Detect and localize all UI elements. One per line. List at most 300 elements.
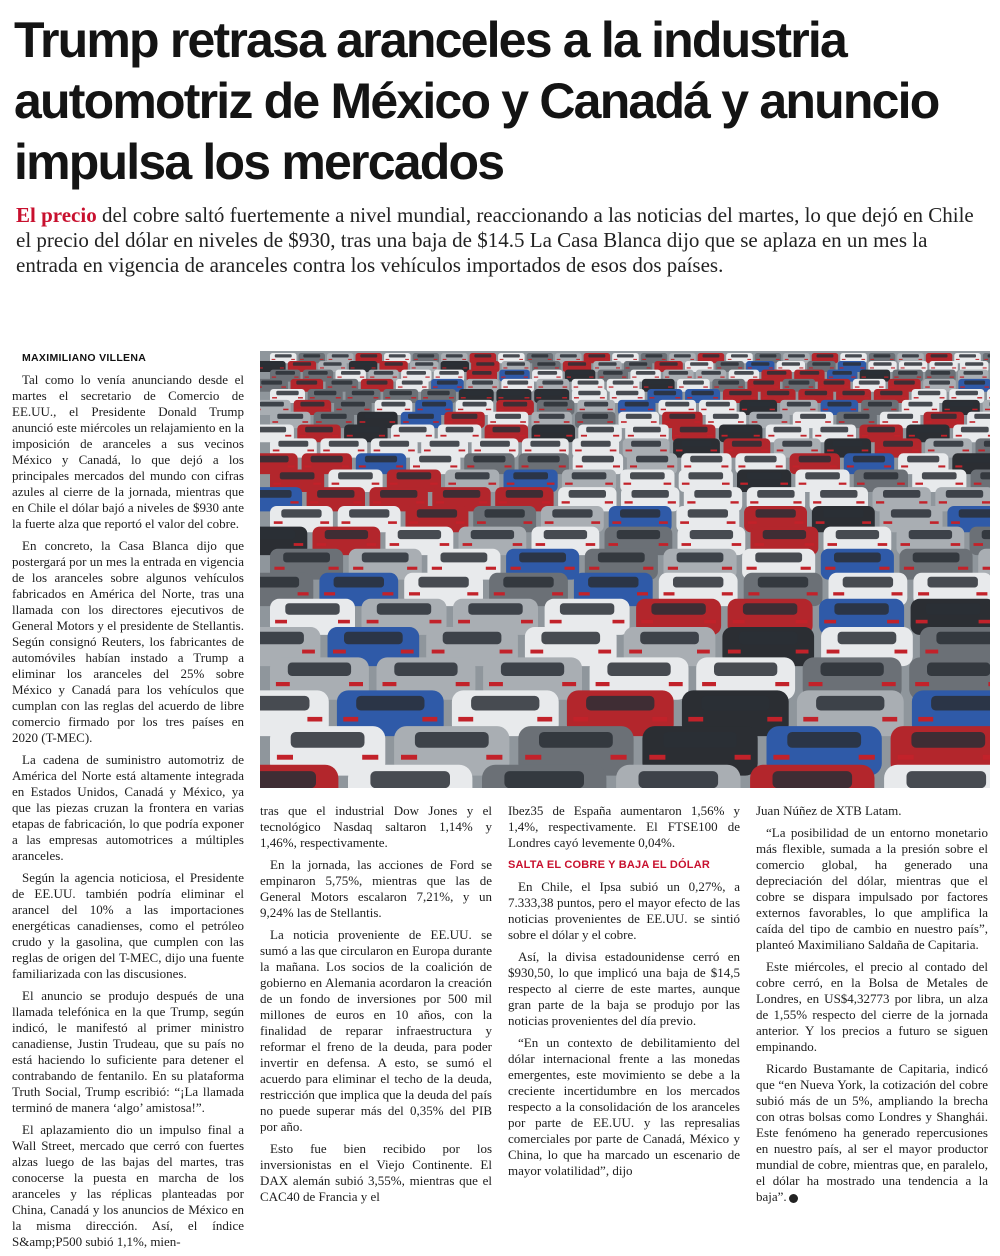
car-taillight bbox=[360, 377, 364, 378]
car-window bbox=[773, 771, 853, 788]
car-window bbox=[362, 553, 409, 563]
car-taillight bbox=[789, 397, 794, 398]
car-taillight bbox=[728, 359, 732, 360]
car-window bbox=[474, 354, 491, 357]
car-taillight bbox=[565, 367, 569, 368]
paragraph: Tal como lo venía anunciando desde el martes el secretario de Comercio de EE.UU., el Presidente Donald Trump anunció este miércoles un relajamiento en la imposición de aranceles a sus vecinos México y Canadá, lo que dejó a los principales mercados del mundo con cifras azules al cierre de la jornada, mientras que en Chile el dólar bajó a niveles de $930 ante la fuerte alza que reportó el valor del cobre. bbox=[12, 372, 244, 531]
car-window bbox=[354, 362, 372, 366]
car-taillight bbox=[951, 543, 961, 546]
car-taillight bbox=[377, 359, 381, 360]
car-taillight bbox=[402, 367, 406, 368]
car-taillight bbox=[983, 567, 990, 570]
car-taillight bbox=[722, 567, 732, 570]
car-taillight bbox=[598, 650, 611, 654]
lede-kicker: El precio bbox=[16, 203, 97, 227]
car-taillight bbox=[377, 409, 382, 411]
car-window bbox=[504, 771, 584, 788]
car-window bbox=[365, 456, 397, 463]
car-taillight bbox=[422, 717, 437, 722]
car-taillight bbox=[596, 682, 610, 686]
car-window bbox=[598, 553, 645, 563]
car-window bbox=[774, 427, 802, 433]
car-taillight bbox=[887, 620, 899, 624]
car-taillight bbox=[796, 377, 800, 378]
car-window bbox=[620, 509, 660, 517]
car-window bbox=[833, 441, 863, 447]
car-taillight bbox=[411, 397, 416, 398]
car-taillight bbox=[407, 567, 417, 570]
car-taillight bbox=[660, 435, 666, 437]
car-taillight bbox=[919, 501, 927, 503]
car-taillight bbox=[750, 501, 758, 503]
paragraph: Juan Núñez de XTB Latam. bbox=[756, 803, 902, 818]
car-taillight bbox=[559, 450, 566, 452]
car-taillight bbox=[294, 377, 298, 378]
car-taillight bbox=[329, 567, 339, 570]
car-taillight bbox=[985, 409, 990, 411]
car-taillight bbox=[260, 386, 262, 387]
car-window bbox=[332, 381, 353, 385]
car-window bbox=[544, 530, 587, 539]
car-taillight bbox=[412, 367, 416, 368]
car-window bbox=[452, 414, 478, 419]
car-taillight bbox=[556, 377, 560, 378]
car-taillight bbox=[823, 409, 828, 411]
car-taillight bbox=[342, 521, 351, 524]
paragraph: Según la agencia noticiosa, el Presidente de EE.UU. también podría eliminar el arancel del 10% a las importaciones energéticas canadienses, como el petróleo crudo y la gasolina, que cumplen con las reglas de origen del T-MEC, dijo una fuente familiarizada con las discusiones. bbox=[12, 870, 244, 981]
car-taillight bbox=[680, 521, 689, 524]
car-taillight bbox=[989, 397, 990, 398]
car-taillight bbox=[430, 620, 442, 624]
car-taillight bbox=[486, 567, 496, 570]
car-taillight bbox=[878, 450, 885, 452]
car-taillight bbox=[605, 359, 609, 360]
car-taillight bbox=[882, 682, 896, 686]
car-taillight bbox=[659, 521, 668, 524]
car-taillight bbox=[713, 397, 718, 398]
car-window bbox=[539, 427, 567, 433]
car-taillight bbox=[359, 465, 366, 467]
car-taillight bbox=[450, 465, 457, 467]
car-taillight bbox=[824, 620, 836, 624]
car-window bbox=[867, 427, 895, 433]
paragraph bbox=[756, 1061, 988, 1205]
car-taillight bbox=[524, 377, 528, 378]
car-window bbox=[743, 603, 797, 615]
car-taillight bbox=[458, 409, 463, 411]
car-taillight bbox=[690, 359, 694, 360]
car-taillight bbox=[898, 755, 914, 760]
car-taillight bbox=[974, 543, 984, 546]
car-taillight bbox=[434, 359, 438, 360]
car-taillight bbox=[714, 386, 719, 387]
car-window bbox=[757, 414, 783, 419]
car-taillight bbox=[333, 650, 346, 654]
car-window bbox=[665, 402, 689, 407]
car-window bbox=[812, 362, 830, 366]
car-taillight bbox=[290, 367, 294, 368]
car-taillight bbox=[901, 543, 911, 546]
car-taillight bbox=[499, 397, 504, 398]
car-taillight bbox=[721, 465, 728, 467]
car-taillight bbox=[624, 483, 632, 485]
car-taillight bbox=[870, 367, 874, 368]
car-taillight bbox=[799, 367, 803, 368]
car-taillight bbox=[447, 421, 453, 423]
car-taillight bbox=[499, 501, 507, 503]
car-taillight bbox=[862, 521, 871, 524]
car-window bbox=[338, 472, 373, 479]
car-window bbox=[380, 490, 417, 498]
car-window bbox=[397, 472, 432, 479]
car-taillight bbox=[770, 409, 775, 411]
car-taillight bbox=[687, 367, 691, 368]
car-taillight bbox=[918, 592, 929, 595]
car-taillight bbox=[960, 377, 964, 378]
car-window bbox=[883, 490, 920, 498]
car-taillight bbox=[988, 435, 990, 437]
car-taillight bbox=[513, 543, 523, 546]
car-taillight bbox=[891, 367, 895, 368]
car-window bbox=[539, 414, 565, 419]
car-taillight bbox=[879, 567, 889, 570]
car-taillight bbox=[830, 367, 834, 368]
car-taillight bbox=[479, 501, 487, 503]
car-taillight bbox=[979, 620, 990, 624]
car-taillight bbox=[298, 592, 309, 595]
car-taillight bbox=[701, 409, 706, 411]
car-window bbox=[964, 381, 985, 385]
car-taillight bbox=[291, 359, 295, 360]
car-taillight bbox=[665, 421, 671, 423]
car-taillight bbox=[884, 465, 891, 467]
car-taillight bbox=[684, 465, 691, 467]
car-taillight bbox=[688, 377, 692, 378]
car-window bbox=[631, 441, 661, 447]
car-taillight bbox=[576, 359, 580, 360]
car-window bbox=[683, 381, 704, 385]
car-window bbox=[568, 362, 586, 366]
car-taillight bbox=[503, 386, 508, 387]
car-window bbox=[455, 472, 490, 479]
car-window bbox=[390, 391, 412, 396]
car-window bbox=[800, 371, 820, 375]
car-window bbox=[572, 472, 607, 479]
car-window bbox=[472, 371, 492, 375]
car-taillight bbox=[566, 435, 572, 437]
car-window bbox=[341, 371, 361, 375]
car-taillight bbox=[390, 543, 400, 546]
car-taillight bbox=[862, 377, 866, 378]
car-window bbox=[911, 732, 985, 748]
car-taillight bbox=[633, 359, 637, 360]
car-taillight bbox=[641, 620, 653, 624]
car-taillight bbox=[662, 359, 666, 360]
car-taillight bbox=[491, 359, 495, 360]
car-window bbox=[767, 391, 789, 396]
car-taillight bbox=[458, 717, 473, 722]
car-window bbox=[734, 371, 754, 375]
car-taillight bbox=[272, 397, 277, 398]
paragraph: La cadena de suministro automotriz de América del Norte está altamente integrada en Estados Unidos, Canadá y México, ya que las piezas cruzan la frontera en varias etapas de fabricación, lo que podría exponer a las empresas automotrices a múltiples aranceles. bbox=[12, 752, 244, 863]
car-taillight bbox=[336, 409, 341, 411]
car-taillight bbox=[809, 682, 823, 686]
car-taillight bbox=[912, 450, 919, 452]
car-taillight bbox=[589, 377, 593, 378]
car-taillight bbox=[585, 359, 589, 360]
car-taillight bbox=[381, 367, 385, 368]
car-taillight bbox=[528, 386, 533, 387]
car-window bbox=[961, 456, 990, 463]
car-taillight bbox=[904, 567, 914, 570]
car-taillight bbox=[433, 367, 437, 368]
car-taillight bbox=[613, 620, 625, 624]
car-taillight bbox=[272, 421, 278, 423]
car-taillight bbox=[362, 755, 378, 760]
car-taillight bbox=[348, 397, 353, 398]
car-window bbox=[660, 362, 678, 366]
car-taillight bbox=[847, 465, 854, 467]
car-taillight bbox=[878, 543, 888, 546]
car-taillight bbox=[528, 359, 532, 360]
car-window bbox=[356, 696, 424, 711]
car-taillight bbox=[664, 483, 672, 485]
car-window bbox=[682, 441, 712, 447]
car-window bbox=[782, 441, 812, 447]
car-taillight bbox=[272, 377, 276, 378]
car-window bbox=[984, 441, 990, 447]
car-window bbox=[417, 354, 434, 357]
car-taillight bbox=[274, 521, 283, 524]
car-window bbox=[964, 371, 984, 375]
car-taillight bbox=[605, 483, 613, 485]
car-taillight bbox=[432, 650, 445, 654]
car-taillight bbox=[916, 620, 928, 624]
car-window bbox=[926, 603, 980, 615]
car-window bbox=[323, 362, 341, 366]
car-taillight bbox=[857, 483, 865, 485]
car-window bbox=[756, 509, 796, 517]
paragraph: tras que el industrial Dow Jones y el tecnológico Nasdaq saltaron 1,14% y 1,46%, respectivamente. bbox=[260, 803, 492, 850]
car-taillight bbox=[747, 567, 757, 570]
car-window bbox=[321, 414, 347, 419]
car-window bbox=[418, 577, 468, 588]
car-taillight bbox=[632, 377, 636, 378]
car-taillight bbox=[490, 421, 496, 423]
car-window bbox=[907, 771, 987, 788]
car-window bbox=[744, 456, 776, 463]
car-taillight bbox=[945, 409, 950, 411]
car-taillight bbox=[707, 435, 713, 437]
car-window bbox=[632, 490, 669, 498]
car-window bbox=[974, 414, 990, 419]
car-taillight bbox=[290, 501, 298, 503]
car-window bbox=[787, 402, 811, 407]
car-window bbox=[753, 381, 774, 385]
car-window bbox=[956, 391, 978, 396]
car-window bbox=[913, 553, 960, 563]
car-window bbox=[965, 362, 983, 366]
car-window bbox=[865, 371, 885, 375]
car-taillight bbox=[732, 543, 742, 546]
car-taillight bbox=[864, 397, 869, 398]
car-window bbox=[476, 362, 494, 366]
car-taillight bbox=[740, 483, 748, 485]
car-window bbox=[332, 354, 349, 357]
car-window bbox=[300, 402, 324, 407]
car-taillight bbox=[448, 483, 456, 485]
car-window bbox=[260, 402, 284, 407]
car-window bbox=[349, 509, 389, 517]
car-taillight bbox=[433, 421, 439, 423]
car-taillight bbox=[825, 567, 835, 570]
car-taillight bbox=[702, 682, 716, 686]
car-taillight bbox=[763, 377, 767, 378]
car-window bbox=[341, 402, 365, 407]
car-taillight bbox=[349, 682, 363, 686]
car-taillight bbox=[576, 465, 583, 467]
car-window bbox=[329, 441, 359, 447]
car-taillight bbox=[405, 409, 410, 411]
paragraph: Este miércoles, el precio al contado del cobre cerró, en la Bolsa de Metales de Londres, en US$4,32773 por libra, un alza de 1,55% respecto del cierre de la jornada anterior. Y los precios a futuro se siguen empinando. bbox=[756, 959, 988, 1054]
column-3 bbox=[508, 803, 740, 1185]
car-taillight bbox=[383, 682, 397, 686]
car-taillight bbox=[926, 421, 932, 423]
car-taillight bbox=[651, 421, 657, 423]
car-window bbox=[260, 771, 316, 788]
car-window bbox=[630, 472, 665, 479]
car-taillight bbox=[809, 386, 814, 387]
car-window bbox=[907, 456, 939, 463]
car-window bbox=[931, 354, 948, 357]
car-taillight bbox=[755, 543, 765, 546]
car-window bbox=[694, 490, 731, 498]
car-window bbox=[690, 456, 722, 463]
car-taillight bbox=[912, 421, 918, 423]
car-window bbox=[834, 603, 888, 615]
car-window bbox=[800, 414, 826, 419]
car-taillight bbox=[915, 483, 923, 485]
car-taillight bbox=[768, 435, 774, 437]
car-taillight bbox=[895, 650, 908, 654]
car-window bbox=[918, 391, 940, 396]
car-window bbox=[904, 362, 922, 366]
end-of-article-icon: P bbox=[789, 1194, 798, 1203]
car-taillight bbox=[390, 483, 398, 485]
car-taillight bbox=[894, 435, 900, 437]
car-taillight bbox=[577, 421, 583, 423]
car-taillight bbox=[285, 435, 291, 437]
car-window bbox=[443, 490, 480, 498]
car-window bbox=[260, 696, 310, 711]
car-taillight bbox=[917, 377, 921, 378]
car-taillight bbox=[332, 435, 338, 437]
car-window bbox=[934, 441, 964, 447]
car-window bbox=[446, 427, 474, 433]
car-taillight bbox=[343, 717, 358, 722]
car-window bbox=[949, 402, 973, 407]
car-taillight bbox=[562, 397, 567, 398]
car-taillight bbox=[780, 483, 788, 485]
car-taillight bbox=[310, 397, 315, 398]
car-window bbox=[931, 696, 990, 711]
car-taillight bbox=[625, 501, 633, 503]
car-taillight bbox=[562, 501, 570, 503]
car-taillight bbox=[559, 465, 566, 467]
car-taillight bbox=[310, 501, 318, 503]
car-taillight bbox=[449, 397, 454, 398]
car-taillight bbox=[851, 409, 856, 411]
car-taillight bbox=[947, 359, 951, 360]
car-taillight bbox=[283, 409, 288, 411]
car-taillight bbox=[520, 421, 526, 423]
car-window bbox=[471, 696, 539, 711]
car-taillight bbox=[281, 386, 286, 387]
car-taillight bbox=[316, 421, 322, 423]
car-taillight bbox=[816, 521, 825, 524]
car-taillight bbox=[477, 421, 483, 423]
car-taillight bbox=[810, 409, 815, 411]
car-taillight bbox=[720, 377, 724, 378]
car-window bbox=[988, 354, 990, 357]
car-taillight bbox=[272, 359, 276, 360]
car-taillight bbox=[409, 592, 420, 595]
car-window bbox=[639, 771, 719, 788]
car-window bbox=[439, 371, 459, 375]
lede bbox=[16, 203, 988, 278]
car-window bbox=[507, 381, 528, 385]
car-taillight bbox=[586, 543, 596, 546]
car-taillight bbox=[813, 501, 821, 503]
car-window bbox=[946, 490, 983, 498]
car-window bbox=[677, 553, 724, 563]
car-taillight bbox=[408, 450, 415, 452]
car-taillight bbox=[524, 521, 533, 524]
car-taillight bbox=[927, 377, 931, 378]
car-window bbox=[352, 427, 380, 433]
car-taillight bbox=[396, 465, 403, 467]
car-taillight bbox=[807, 592, 818, 595]
car-window bbox=[898, 371, 918, 375]
car-taillight bbox=[562, 682, 576, 686]
car-taillight bbox=[425, 377, 429, 378]
car-taillight bbox=[503, 367, 507, 368]
car-taillight bbox=[613, 465, 620, 467]
car-window bbox=[473, 456, 505, 463]
car-taillight bbox=[767, 717, 782, 722]
car-taillight bbox=[883, 521, 892, 524]
car-taillight bbox=[941, 435, 947, 437]
car-window bbox=[260, 456, 289, 463]
car-taillight bbox=[796, 620, 808, 624]
paragraph: “En un contexto de debilitamiento del dólar internacional frente a las monedas emergentes, este movimiento se debe a la creciente incertidumbre en los mercados respecto a la consolidación de los aranceles por parte de EE.UU. y las represalias comerciales por parte de Canadá, México y China, lo que ha marcado un escenario de mayor volatilidad”, dijo bbox=[508, 1035, 740, 1178]
car-taillight bbox=[687, 397, 692, 398]
car-taillight bbox=[711, 450, 718, 452]
car-taillight bbox=[600, 397, 605, 398]
car-taillight bbox=[909, 435, 915, 437]
car-taillight bbox=[862, 435, 868, 437]
car-taillight bbox=[974, 483, 982, 485]
car-taillight bbox=[605, 501, 613, 503]
car-taillight bbox=[801, 435, 807, 437]
car-taillight bbox=[382, 592, 393, 595]
car-window bbox=[832, 371, 852, 375]
car-taillight bbox=[939, 501, 947, 503]
car-taillight bbox=[611, 755, 627, 760]
car-window bbox=[582, 414, 608, 419]
car-window bbox=[746, 402, 770, 407]
car-taillight bbox=[459, 450, 466, 452]
